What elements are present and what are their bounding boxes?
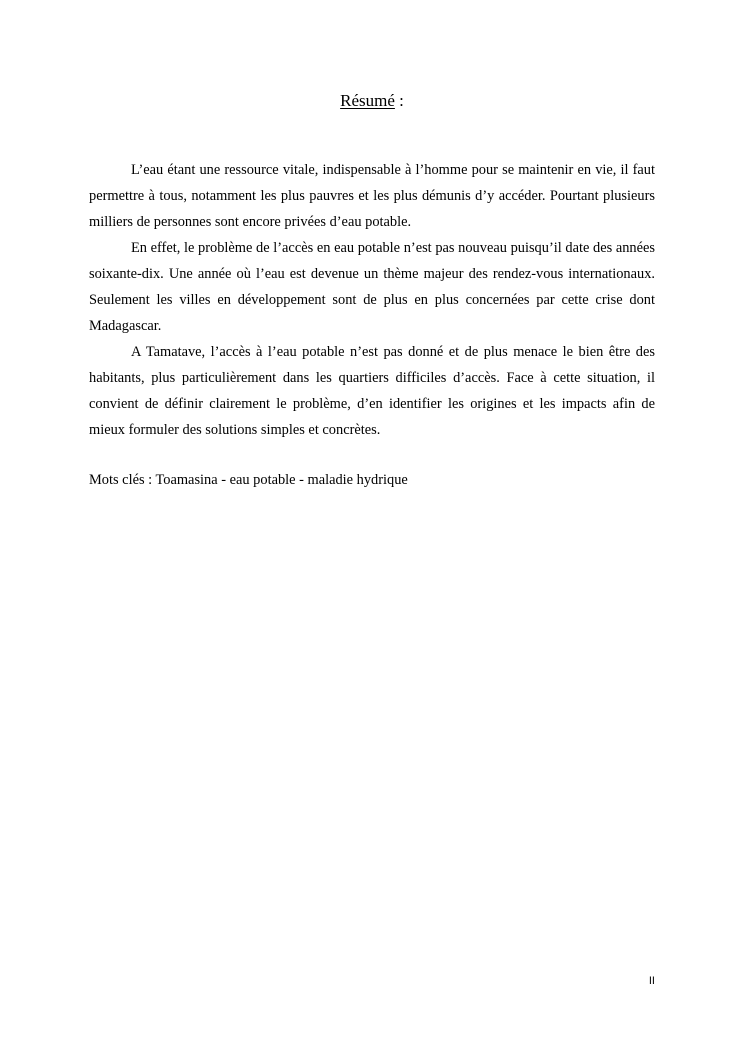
paragraph-2: En effet, le problème de l’accès en eau potable n’est pas nouveau puisqu’il date des années soixante-dix. Une année où l’eau est devenue un thème majeur des rendez-vous internationaux. Seulement les villes en développement sont de plus en plus concernées par cette crise dont Madagascar.	[89, 240, 655, 334]
page-number: II	[648, 975, 655, 987]
paragraph-1: L’eau étant une ressource vitale, indispensable à l’homme pour se maintenir en vie, il faut permettre à tous, notamment les plus pauvres et les plus démunis d’y accéder. Pourtant plusieurs milliers de personnes sont encore privées d’eau potable.	[89, 162, 655, 230]
page-title	[0, 90, 744, 112]
abstract-body	[89, 157, 655, 443]
paragraph-3: A Tamatave, l’accès à l’eau potable n’est pas donné et de plus menace le bien être des habitants, plus particulièrement dans les quartiers difficiles d’accès. Face à cette situation, il convient de définir clairement le problème, d’en identifier les origines et les impacts afin de mieux formuler des solutions simples et concrètes.	[89, 344, 655, 438]
title-text: Résumé	[340, 91, 395, 110]
title-suffix: :	[394, 91, 404, 110]
keywords-line: Mots clés : Toamasina - eau potable - maladie hydrique	[89, 472, 408, 488]
